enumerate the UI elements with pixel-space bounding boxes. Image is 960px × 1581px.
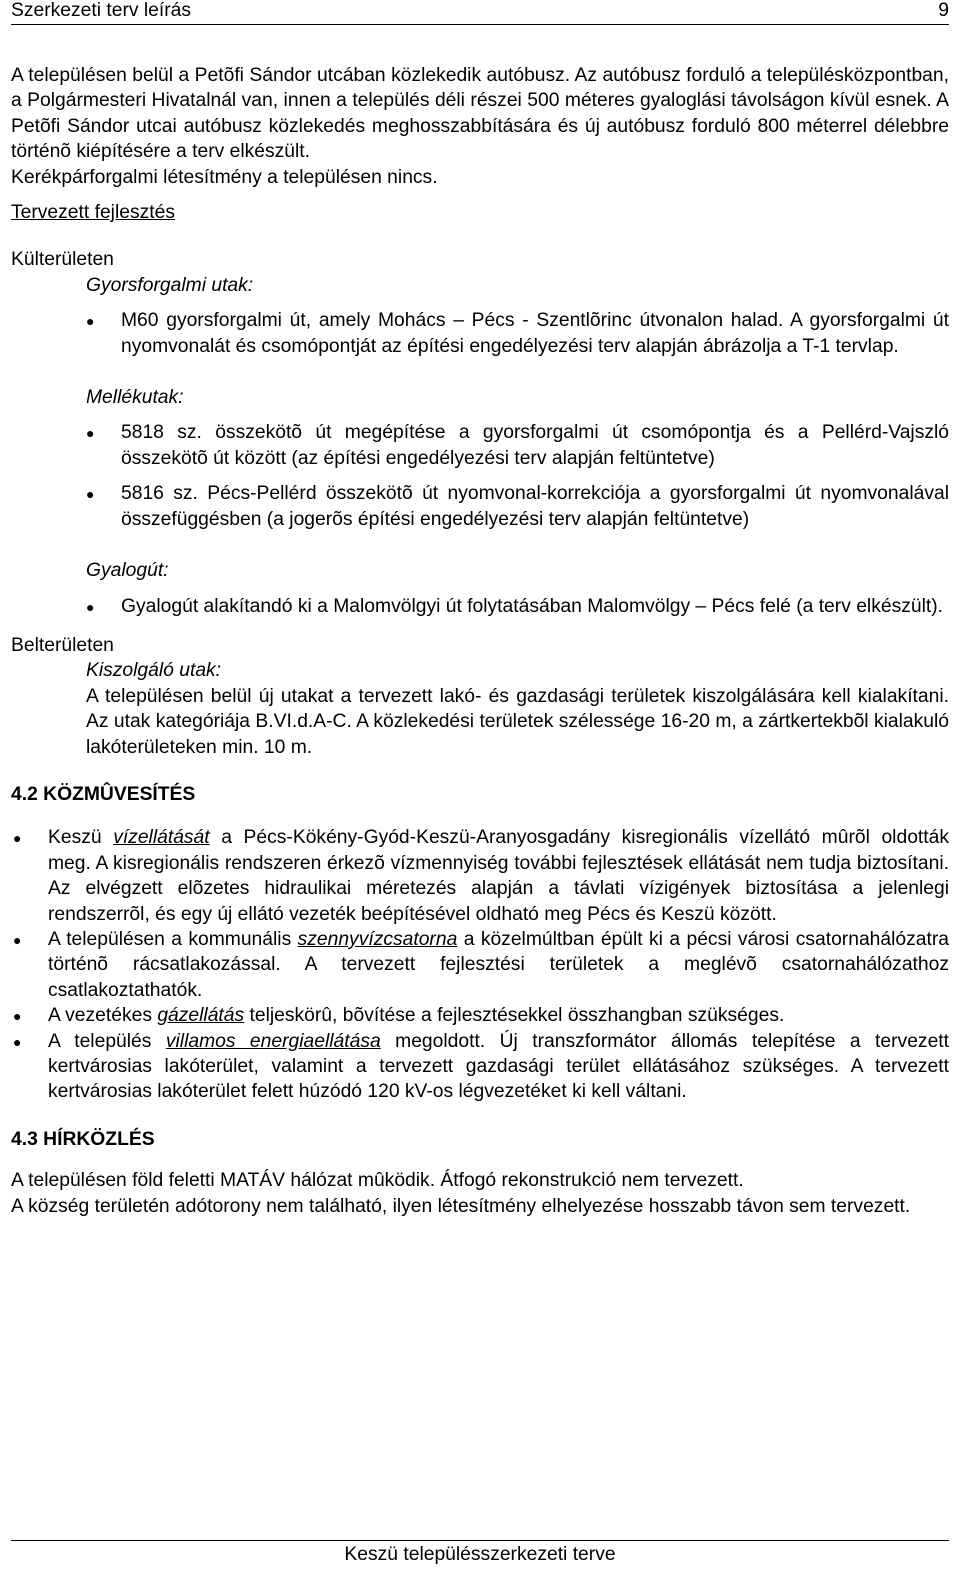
sewer-term: szennyvízcsatorna [297, 928, 458, 950]
telecom-paragraph-1: A településen föld feletti MATÁV hálózat mûködik. Átfogó rekonstrukció nem tervezett. [11, 1170, 744, 1192]
bullet-icon [86, 420, 94, 446]
bullet-icon [13, 825, 21, 851]
bullet-icon [86, 594, 94, 620]
planned-heading: Tervezett fejlesztés [11, 202, 175, 224]
side-roads-label: Mellékutak: [86, 387, 184, 409]
utilities-heading: 4.2 KÖZMÛVESÍTÉS [11, 783, 196, 805]
gas-supply-term: gázellátás [157, 1005, 245, 1027]
service-roads-paragraph: A településen belül új utakat a tervezett lakó- és gazdasági területek kiszolgálására kell kialakítani. Az utak kategóriája B.VI.d.A-C. A közlekedési területek szélessége 16-20 m, a zártkertekbõl kialakuló lakóterületeken min. 10 m. [86, 685, 949, 758]
bullet-icon [86, 481, 94, 507]
list-item: ● M60 gyorsforgalmi út, amely Mohács – Pécs - Szentlõrinc útvonalon halad. A gyorsforgalmi út nyomvonalát és csomópontját az építési engedélyezési terv alapján ábrázolja a T-1 tervlap. [11, 308, 949, 359]
highways-label: Gyorsforgalmi utak: [86, 274, 254, 296]
list-item: ● 5816 sz. Pécs-Pellérd összekötõ út nyomvonal-korrekciója a gyorsforgalmi út nyomvonalával összefüggésben (a jogerõs építési engedélyezési terv alapján feltüntetve) [11, 481, 949, 532]
list-item: ● Gyalogút alakítandó ki a Malomvölgyi út folytatásában Malomvölgy – Pécs felé (a terv elkészült). [11, 594, 949, 619]
list-item: ● A település villamos energiaellátása megoldott. Új transzformátor állomás telepítése a tervezett kertvárosias lakóterület, valamint a tervezett gazdasági terület ellátásához szükséges. A tervezett kertvárosias lakóterület felett húzódó 120 kV-os légvezetéket ki kell váltani. [11, 1029, 949, 1105]
inside-heading: Belterületen [11, 634, 114, 656]
list-item: ● A vezetékes gázellátás teljeskörû, bõvítése a fejlesztésekkel összhangban szükséges. [11, 1003, 949, 1028]
page-footer: Keszü településszerkezeti terve [11, 1540, 949, 1567]
telecom-paragraph-2: A község területén adótorony nem található, ilyen létesítmény elhelyezése hosszabb távon sem tervezett. [11, 1195, 911, 1217]
service-roads-label: Kiszolgáló utak: [86, 660, 222, 682]
water-supply-term: vízellátását [113, 827, 210, 849]
outside-heading: Külterületen [11, 249, 114, 271]
page-header [11, 0, 949, 25]
electricity-term: villamos energiaellátása [165, 1030, 381, 1052]
list-item: ● A településen a kommunális szennyvízcsatorna a közelmúltban épült ki a pécsi városi csatornahálózatra történõ rácsatlakozással. A tervezett fejlesztési területek a meglévõ csatornahálózathoz csatlakoztathatók. [11, 927, 949, 1003]
bullet-icon [13, 1029, 21, 1055]
page-content [11, 63, 949, 1219]
bicycle-paragraph: Kerékpárforgalmi létesítmény a településen nincs. [11, 166, 438, 188]
telecom-heading: 4.3 HÍRKÖZLÉS [11, 1128, 155, 1150]
header-title: Szerkezeti terv leírás [11, 0, 192, 21]
list-item: ● Keszü vízellátását a Pécs-Kökény-Gyód-Keszü-Aranyosgadány kisregionális vízellátó mûrõl oldották meg. A kisregionális rendszeren érkezõ vízmennyiség további fejlesztések ellátását nem tudja biztosítani. Az elvégzett elõzetes hidraulikai méretezés alapján a távlati vízigények biztosítása a jelenlegi rendszerrõl, és egy új ellátó vezeték beépítésével oldható meg Pécs és Keszü között. [11, 825, 949, 927]
bullet-icon [86, 308, 94, 334]
footpath-label: Gyalogút: [86, 560, 169, 582]
intro-paragraph: A településen belül a Petõfi Sándor utcában közlekedik autóbusz. Az autóbusz forduló a településközpontban, a Polgármesteri Hivatalnál van, innen a település déli részei 500 méteres gyaloglási távolságon kívül esnek. A Petõfi Sándor utcai autóbusz közlekedés meghosszabbítására és új autóbusz forduló 800 méterrel délebbre történõ kiépítésére a terv elkészült. [11, 65, 949, 163]
list-item: ● 5818 sz. összekötõ út megépítése a gyorsforgalmi út csomópontja és a Pellérd-Vajszló összekötõ út között (az építési engedélyezési terv alapján feltüntetve) [11, 420, 949, 471]
document-page [11, 0, 949, 1581]
bullet-icon [13, 1003, 21, 1029]
bullet-icon [13, 927, 21, 953]
page-number: 9 [938, 0, 949, 21]
